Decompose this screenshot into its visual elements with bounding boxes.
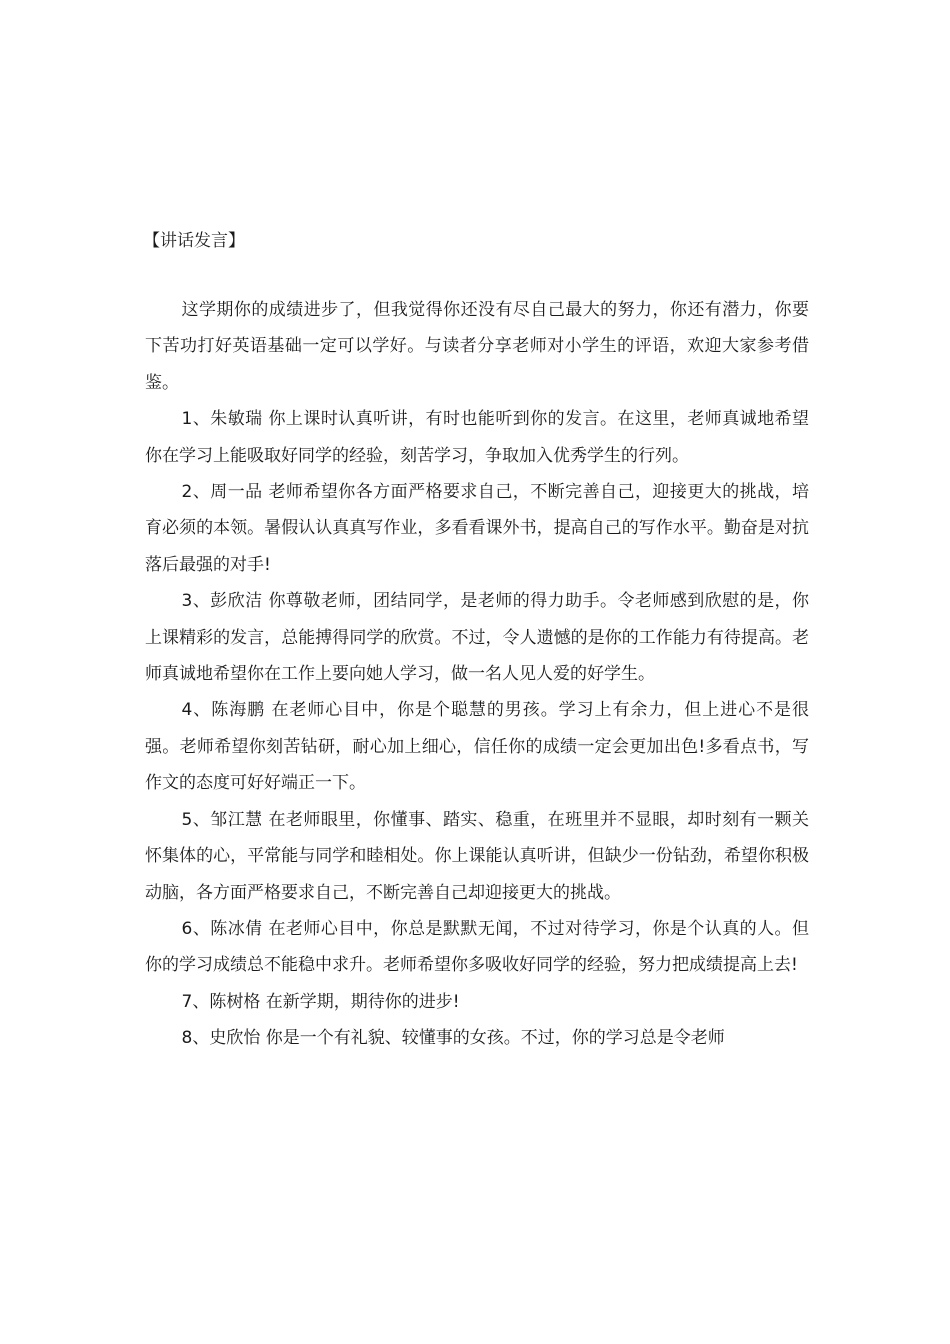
document-body bbox=[145, 292, 809, 1057]
comment-paragraph: 7、陈树格 在新学期，期待你的进步! bbox=[181, 991, 460, 1012]
comment-paragraph: 4、陈海鹏 在老师心目中，你是个聪慧的男孩。学习上有余力，但上进心不是很强。老师希望你刻苦钻研，耐心加上细心，信任你的成绩一定会更加出色!多看点书，写作文的态度可好好端正一下。 bbox=[145, 700, 809, 794]
comment-paragraph: 8、史欣怡 你是一个有礼貌、较懂事的女孩。不过，你的学习总是令老师 bbox=[181, 1028, 725, 1049]
comment-paragraph: 2、周一品 老师希望你各方面严格要求自己，不断完善自己，迎接更大的挑战，培育必须的本领。暑假认认真真写作业，多看看课外书，提高自己的写作水平。勤奋是对抗落后最强的对手! bbox=[145, 482, 809, 575]
intro-paragraph: 这学期你的成绩进步了，但我觉得你还没有尽自己最大的努力，你还有潜力，你要下苦功打好英语基础一定可以学好。与读者分享老师对小学生的评语，欢迎大家参考借鉴。 bbox=[145, 300, 809, 393]
comment-paragraph: 1、朱敏瑞 你上课时认真听讲，有时也能听到你的发言。在这里，老师真诚地希望你在学习上能吸取好同学的经验，刻苦学习，争取加入优秀学生的行列。 bbox=[145, 409, 809, 466]
comment-paragraph: 5、邹江慧 在老师眼里，你懂事、踏实、稳重，在班里并不显眼，却时刻有一颗关怀集体的心，平常能与同学和睦相处。你上课能认真听讲，但缺少一份钻劲，希望你积极动脑，各方面严格要求自己，不断完善自己却迎接更大的挑战。 bbox=[145, 809, 809, 903]
comment-paragraph: 6、陈冰倩 在老师心目中，你总是默默无闻，不过对待学习，你是个认真的人。但你的学习成绩总不能稳中求升。老师希望你多吸收好同学的经验，努力把成绩提高上去! bbox=[145, 918, 809, 976]
section-tag: 【讲话发言】 bbox=[143, 231, 245, 251]
comment-paragraph: 3、彭欣洁 你尊敬老师，团结同学，是老师的得力助手。令老师感到欣慰的是，你上课精彩的发言，总能搏得同学的欣赏。不过，令人遗憾的是你的工作能力有待提高。老师真诚地希望你在工作上要向她人学习，做一名人见人爱的好学生。 bbox=[145, 591, 809, 685]
